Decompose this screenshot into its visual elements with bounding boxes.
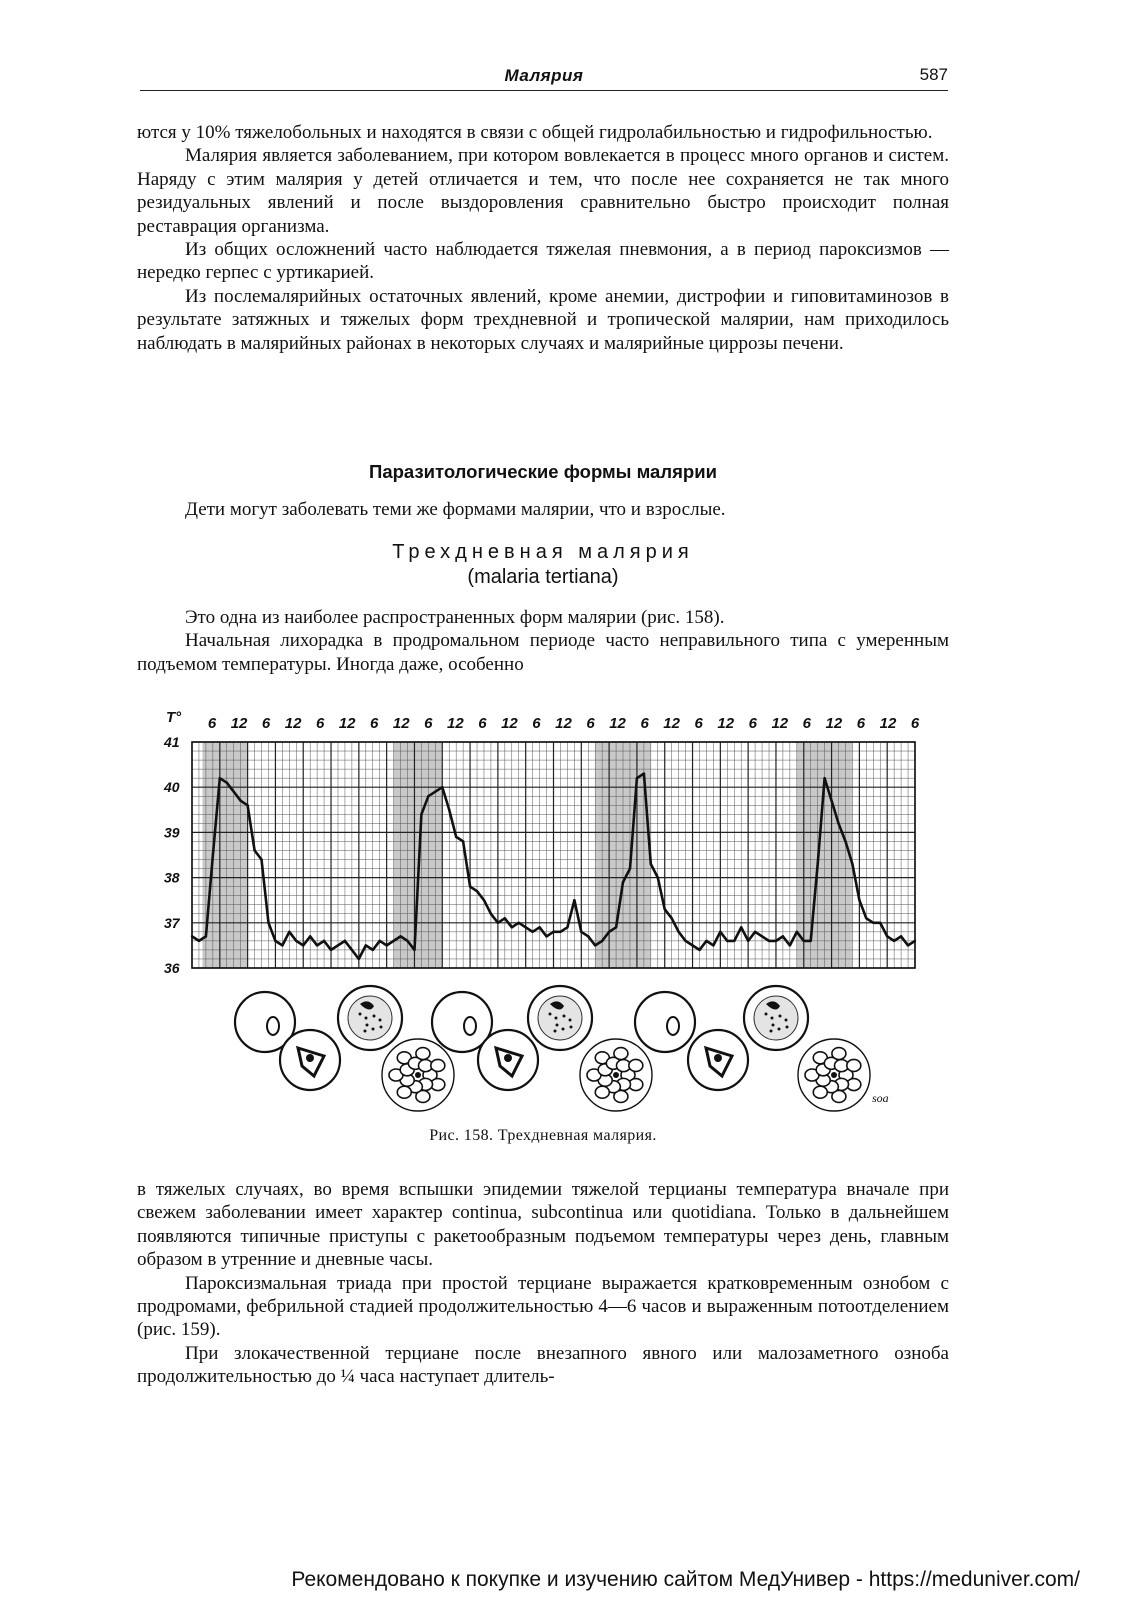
merozoite-icon — [847, 1059, 861, 1071]
data-point — [462, 840, 464, 842]
body-text-mid — [137, 606, 949, 676]
x-tick-label: 6 — [261, 715, 271, 732]
page-number: 587 — [919, 65, 948, 84]
data-point — [198, 940, 200, 942]
section-intro-block — [137, 498, 949, 521]
data-point — [830, 800, 832, 802]
y-tick-label: 39 — [164, 824, 180, 841]
temperature-chart — [150, 700, 950, 1120]
red-cell-icon — [635, 992, 695, 1052]
paragraph: Из послемалярийных остаточных явлений, кроме анемии, дистрофии и гиповитаминозов в результате затяжных и тяжелых форм трехдневной и тропической малярии, нам приходилось наблюдать в малярийных районах в некоторых случаях и малярийные циррозы печени. — [137, 285, 949, 354]
running-title: Малярия — [504, 66, 584, 85]
data-point — [601, 940, 603, 942]
pigment-icon — [770, 1030, 773, 1033]
data-point — [274, 940, 276, 942]
x-tick-label: 6 — [856, 715, 866, 732]
data-point — [657, 876, 659, 878]
x-tick-label: 6 — [748, 715, 757, 732]
paragraph: Из общих осложнений часто наблюдается тяжелая пневмония, а в период пароксизмов — нередко герпес с уртикарией. — [137, 239, 949, 284]
data-point — [434, 791, 436, 793]
data-point — [872, 922, 874, 924]
data-point — [775, 940, 777, 942]
x-tick-label: 12 — [771, 715, 789, 732]
pigment-icon — [563, 1015, 566, 1018]
merozoite-icon — [832, 1048, 846, 1060]
x-tick-label: 6 — [586, 715, 595, 732]
data-point — [281, 944, 283, 946]
y-tick-label: 37 — [164, 914, 180, 931]
data-point — [851, 863, 853, 865]
x-tick-label: 12 — [230, 715, 248, 732]
data-point — [330, 949, 332, 951]
data-point — [573, 899, 575, 901]
data-point — [566, 926, 568, 928]
footer-note: Рекомендовано к покупке и изучению сайтом МедУнивер - https://meduniver.com/ — [291, 1568, 1080, 1591]
merozoite-icon — [813, 1086, 827, 1098]
x-tick-label: 12 — [825, 715, 843, 732]
data-point — [761, 935, 763, 937]
data-point — [372, 949, 374, 951]
pigment-icon — [562, 1028, 565, 1031]
y-tick-label: 36 — [164, 960, 180, 976]
paragraph: в тяжелых случаях, во время вспышки эпидемии тяжелой терцианы температура вначале при свежем заболевании имеет характер continua, subcontinua или quotidiana. Только в дальнейшем появляются типичные приступы с ракетообразным подъемом температуры через день, главным образом в утренние и дневные часы. — [137, 1179, 949, 1271]
y-tick-label: 41 — [164, 734, 180, 750]
data-point — [399, 935, 401, 937]
data-point — [580, 931, 582, 933]
section-heading: Паразитологические формы малярии — [369, 461, 717, 482]
x-tick-label: 12 — [284, 715, 302, 732]
x-tick-label: 12 — [609, 715, 626, 732]
x-tick-label: 6 — [370, 715, 379, 732]
data-point — [907, 944, 909, 946]
data-point — [455, 836, 457, 838]
data-point — [420, 813, 422, 815]
data-point — [615, 926, 617, 928]
data-point — [796, 931, 798, 933]
data-point — [733, 940, 735, 942]
data-point — [351, 949, 353, 951]
pigment-icon — [364, 1030, 367, 1033]
data-point — [358, 958, 360, 960]
data-point — [684, 940, 686, 942]
paragraph: Пароксизмальная триада при простой терциане выражается кратковременным ознобом с продромами, фебрильной стадией продолжительностью 4—6 часов и выраженным потоотделением (рис. 159). — [137, 1272, 949, 1341]
pigment-icon — [373, 1015, 376, 1018]
x-tick-label: 6 — [640, 715, 649, 732]
data-point — [497, 922, 499, 924]
data-point — [622, 881, 624, 883]
data-point — [385, 944, 387, 946]
data-point — [448, 809, 450, 811]
data-point — [670, 917, 672, 919]
nucleus-icon — [306, 1054, 314, 1062]
pigment-icon — [555, 1017, 558, 1020]
pigment-icon — [831, 1072, 837, 1078]
pigment-icon — [786, 1026, 789, 1029]
x-tick-label: 12 — [501, 715, 518, 732]
pigment-icon — [380, 1026, 383, 1029]
data-point — [768, 940, 770, 942]
data-point — [858, 899, 860, 901]
data-point — [260, 858, 262, 860]
data-point — [518, 922, 520, 924]
data-point — [698, 949, 700, 951]
data-point — [677, 931, 679, 933]
data-point — [538, 926, 540, 928]
pigment-icon — [778, 1028, 781, 1031]
data-point — [295, 940, 297, 942]
x-tick-label: 6 — [532, 715, 541, 732]
y-axis-label: T° — [166, 709, 182, 726]
data-point — [712, 944, 714, 946]
pigment-icon — [379, 1019, 382, 1022]
data-point — [782, 935, 784, 937]
data-point — [594, 944, 596, 946]
data-point — [490, 913, 492, 915]
data-point — [337, 944, 339, 946]
data-point — [559, 931, 561, 933]
data-point — [365, 944, 367, 946]
data-point — [886, 935, 888, 937]
shaded-band — [394, 742, 443, 968]
data-point — [253, 849, 255, 851]
data-point — [219, 777, 221, 779]
artist-signature: soa — [872, 1091, 889, 1105]
data-point — [643, 772, 645, 774]
data-point — [789, 944, 791, 946]
pigment-icon — [765, 1013, 768, 1016]
x-tick-label: 12 — [879, 715, 897, 732]
data-point — [865, 917, 867, 919]
running-header — [140, 64, 948, 91]
pigment-icon — [372, 1028, 375, 1031]
data-point — [483, 899, 485, 901]
merozoite-icon — [397, 1086, 411, 1098]
data-point — [740, 926, 742, 928]
data-point — [524, 926, 526, 928]
pigment-icon — [366, 1024, 369, 1027]
x-tick-label: 6 — [315, 715, 325, 732]
data-point — [754, 931, 756, 933]
data-point — [205, 935, 207, 937]
pigment-icon — [772, 1024, 775, 1027]
pigment-icon — [785, 1019, 788, 1022]
data-point — [636, 777, 638, 779]
x-tick-label: 6 — [694, 715, 703, 732]
data-point — [392, 940, 394, 942]
data-point — [469, 885, 471, 887]
x-tick-label: 12 — [663, 715, 680, 732]
pigment-icon — [569, 1019, 572, 1022]
data-point — [587, 935, 589, 937]
pigment-icon — [365, 1017, 368, 1020]
data-point — [302, 944, 304, 946]
pigment-icon — [554, 1030, 557, 1033]
data-point — [747, 940, 749, 942]
data-point — [844, 840, 846, 842]
data-point — [552, 931, 554, 933]
paragraph: Малярия является заболеванием, при котором вовлекается в процесс много органов и систем. Наряду с этим малярия у детей отличается и тем, что после нее сохраняется не так много резидуальных явлений и после выздоровления сравнительно быстро происходит полная реставрация организма. — [137, 145, 949, 237]
data-point — [288, 931, 290, 933]
merozoite-icon — [431, 1059, 445, 1071]
data-point — [719, 931, 721, 933]
figure-caption: Рис. 158. Трехдневная малярия. — [429, 1127, 657, 1144]
data-point — [212, 854, 214, 856]
pigment-icon — [556, 1024, 559, 1027]
data-point — [726, 940, 728, 942]
data-point — [379, 940, 381, 942]
data-point — [511, 926, 513, 928]
data-point — [810, 940, 812, 942]
data-point — [323, 940, 325, 942]
data-point — [309, 935, 311, 937]
merozoite-icon — [614, 1048, 628, 1060]
figure-158 — [150, 700, 950, 1120]
x-tick-label: 12 — [338, 715, 356, 732]
y-tick-label: 40 — [164, 779, 180, 796]
nucleus-icon — [714, 1054, 722, 1062]
x-tick-label: 6 — [910, 715, 920, 732]
data-point — [267, 922, 269, 924]
data-point — [233, 791, 235, 793]
x-tick-label: 12 — [447, 715, 464, 732]
data-point — [691, 944, 693, 946]
paragraph: При злокачественной терциане после внезапного явного или малозаметного озноба продолжительностью до ¼ часа наступает длитель- — [137, 1342, 949, 1388]
data-point — [705, 940, 707, 942]
merozoite-icon — [595, 1086, 609, 1098]
pigment-icon — [570, 1026, 573, 1029]
data-point — [545, 935, 547, 937]
nucleus-icon — [504, 1054, 512, 1062]
body-text-bottom — [137, 1178, 949, 1389]
x-tick-label: 6 — [207, 715, 217, 732]
data-point — [441, 786, 443, 788]
x-tick-label: 6 — [424, 715, 433, 732]
data-point — [476, 890, 478, 892]
data-point — [226, 781, 228, 783]
pigment-icon — [415, 1072, 421, 1078]
data-point — [629, 867, 631, 869]
paragraph: ются у 10% тяжелобольных и находятся в связи с общей гидролабильностью и гидрофильностью. — [137, 122, 933, 143]
x-tick-label: 12 — [717, 715, 735, 732]
x-tick-label: 6 — [478, 715, 487, 732]
data-point — [413, 949, 415, 951]
pigment-icon — [779, 1015, 782, 1018]
data-point — [803, 940, 805, 942]
data-point — [650, 863, 652, 865]
y-tick-label: 38 — [164, 869, 180, 886]
data-point — [900, 935, 902, 937]
data-point — [893, 940, 895, 942]
pigment-icon — [771, 1017, 774, 1020]
x-tick-label: 12 — [392, 715, 410, 732]
data-point — [344, 940, 346, 942]
x-tick-label: 6 — [802, 715, 812, 732]
data-point — [191, 935, 193, 937]
data-point — [406, 940, 408, 942]
paragraph: Начальная лихорадка в продромальном периоде часто неправильного типа с умеренным подъемом температуры. Иногда даже, особенно — [137, 630, 949, 675]
pigment-icon — [613, 1072, 619, 1078]
data-point — [914, 940, 916, 942]
data-point — [664, 908, 666, 910]
data-point — [879, 922, 881, 924]
data-point — [816, 863, 818, 865]
data-point — [246, 804, 248, 806]
pigment-icon — [359, 1013, 362, 1016]
data-point — [239, 800, 241, 802]
data-point — [531, 931, 533, 933]
data-point — [837, 822, 839, 824]
merozoite-icon — [416, 1048, 430, 1060]
x-tick-label: 12 — [555, 715, 572, 732]
data-point — [504, 917, 506, 919]
subheading-latin: (malaria tertiana) — [467, 566, 619, 588]
body-text-top — [137, 121, 949, 355]
section-intro: Дети могут заболевать теми же формами малярии, что и взрослые. — [185, 499, 726, 520]
merozoite-icon — [629, 1059, 643, 1071]
data-point — [823, 777, 825, 779]
data-point — [316, 944, 318, 946]
data-point — [427, 795, 429, 797]
data-point — [608, 931, 610, 933]
pigment-icon — [549, 1013, 552, 1016]
subheading-title: Трехдневная малярия — [392, 541, 694, 563]
paragraph: Это одна из наиболее распространенных форм малярии (рис. 158). — [185, 607, 725, 628]
